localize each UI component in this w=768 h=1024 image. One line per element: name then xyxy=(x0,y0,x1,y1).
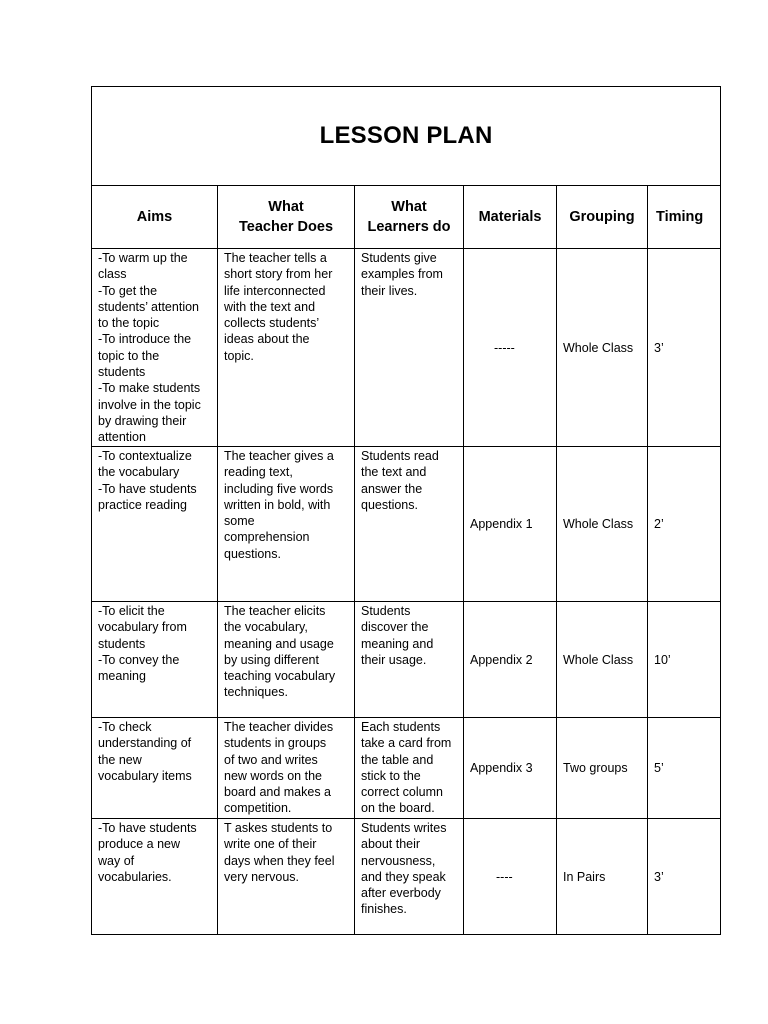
header-grouping-label: Grouping xyxy=(569,209,635,225)
learners-line: questions. xyxy=(361,497,418,512)
aims-line: students xyxy=(98,365,146,380)
aims-line: practice reading xyxy=(98,497,187,512)
learners-line: finishes. xyxy=(361,902,407,917)
aims-line: by drawing their xyxy=(98,413,187,428)
lesson-plan-page xyxy=(91,86,720,935)
aims-line: students’ attention xyxy=(98,299,199,314)
header-learners-line1: What xyxy=(391,199,427,215)
header-materials-label: Materials xyxy=(478,209,542,225)
aims-line: -To have students xyxy=(98,481,197,496)
teacher-line: life interconnected xyxy=(224,283,326,298)
aims-line: meaning xyxy=(98,669,146,684)
learners-line: about their xyxy=(361,837,421,852)
header-learners-line2: Learners do xyxy=(367,219,451,235)
grouping-value: Whole Class xyxy=(563,652,634,667)
teacher-line: comprehension xyxy=(224,530,310,545)
aims-line: students xyxy=(98,636,146,651)
grouping-cell xyxy=(557,447,648,602)
timing-value: 5’ xyxy=(654,761,664,775)
teacher-cell xyxy=(218,602,355,718)
timing-cell xyxy=(648,249,721,447)
learners-cell xyxy=(355,718,464,819)
aims-line: understanding of xyxy=(98,736,192,751)
teacher-line: written in bold, with xyxy=(224,497,331,512)
aims-line: -To get the xyxy=(98,283,158,298)
aims-line: attention xyxy=(98,430,146,445)
learners-line: stick to the xyxy=(361,768,421,783)
teacher-line: write one of their xyxy=(224,837,317,852)
header-grouping xyxy=(557,186,648,249)
teacher-line: including five words xyxy=(224,481,334,496)
teacher-line: short story from her xyxy=(224,267,333,282)
teacher-line: the vocabulary, xyxy=(224,620,308,635)
learners-line: on the board. xyxy=(361,801,435,816)
grouping-value: In Pairs xyxy=(563,869,606,884)
aims-line: vocabulary items xyxy=(98,768,192,783)
aims-line: -To make students xyxy=(98,381,201,396)
header-materials xyxy=(464,186,557,249)
aims-cell xyxy=(92,447,218,602)
teacher-line: meaning and usage xyxy=(224,636,334,651)
teacher-line: with the text and xyxy=(224,299,316,314)
teacher-line: T askes students to xyxy=(224,821,333,835)
header-learners xyxy=(355,186,464,249)
timing-cell xyxy=(648,602,721,718)
materials-cell xyxy=(464,602,557,718)
learners-cell xyxy=(355,602,464,718)
aims-line: the vocabulary xyxy=(98,465,180,480)
learners-line: examples from xyxy=(361,267,443,282)
header-aims-label: Aims xyxy=(136,209,173,225)
materials-value: Appendix 1 xyxy=(470,517,533,531)
teacher-line: The teacher tells a xyxy=(224,251,327,265)
teacher-line: ideas about the xyxy=(224,332,310,347)
teacher-line: questions. xyxy=(224,546,281,561)
table-row xyxy=(92,602,721,718)
learners-line: correct column xyxy=(361,785,443,800)
learners-line: meaning and xyxy=(361,636,434,651)
timing-cell xyxy=(648,718,721,819)
aims-line: -To warm up the xyxy=(98,251,188,265)
aims-cell xyxy=(92,249,218,447)
timing-cell xyxy=(648,447,721,602)
table-row xyxy=(92,447,721,602)
aims-line: produce a new xyxy=(98,837,181,852)
learners-line: answer the xyxy=(361,481,423,496)
learners-line: and they speak xyxy=(361,869,446,884)
learners-line: their usage. xyxy=(361,652,427,667)
grouping-value: Two groups xyxy=(563,761,628,775)
teacher-line: topic. xyxy=(224,348,254,363)
table-row xyxy=(92,249,721,447)
materials-value: Appendix 2 xyxy=(470,652,533,667)
timing-value: 3’ xyxy=(654,340,664,355)
header-timing xyxy=(648,186,721,249)
learners-line: after everbody xyxy=(361,886,441,901)
teacher-line: techniques. xyxy=(224,685,288,700)
aims-line: class xyxy=(98,267,127,282)
learners-line: nervousness, xyxy=(361,853,436,868)
learners-line: the text and xyxy=(361,465,427,480)
learners-line: the table and xyxy=(361,752,434,767)
lesson-plan-table xyxy=(91,86,721,935)
teacher-line: of two and writes xyxy=(224,752,318,767)
grouping-cell xyxy=(557,249,648,447)
teacher-line: days when they feel xyxy=(224,853,335,868)
teacher-line: competition. xyxy=(224,801,292,816)
grouping-value: Whole Class xyxy=(563,340,634,355)
learners-line: Students xyxy=(361,604,411,618)
teacher-cell xyxy=(218,819,355,935)
aims-line: vocabularies. xyxy=(98,869,172,884)
header-teacher-line1: What xyxy=(268,199,304,215)
aims-cell xyxy=(92,718,218,819)
teacher-line: students in groups xyxy=(224,736,327,751)
header-timing-label: Timing xyxy=(656,209,704,225)
aims-cell xyxy=(92,602,218,718)
teacher-cell xyxy=(218,718,355,819)
teacher-cell xyxy=(218,447,355,602)
materials-cell xyxy=(464,447,557,602)
materials-cell xyxy=(464,718,557,819)
aims-line: the new xyxy=(98,752,142,767)
teacher-line: board and makes a xyxy=(224,785,332,800)
grouping-value: Whole Class xyxy=(563,517,634,531)
learners-cell xyxy=(355,447,464,602)
teacher-line: teaching vocabulary xyxy=(224,669,336,684)
grouping-cell xyxy=(557,819,648,935)
header-teacher-line2: Teacher Does xyxy=(238,219,334,235)
title-cell xyxy=(92,87,721,186)
learners-line: Students writes xyxy=(361,821,447,835)
teacher-cell xyxy=(218,249,355,447)
materials-value: Appendix 3 xyxy=(470,761,533,775)
header-teacher xyxy=(218,186,355,249)
header-aims xyxy=(92,186,218,249)
aims-line: -To elicit the xyxy=(98,604,165,618)
grouping-cell xyxy=(557,718,648,819)
teacher-line: collects students’ xyxy=(224,316,320,331)
learners-line: Each students xyxy=(361,720,441,734)
learners-line: their lives. xyxy=(361,283,418,298)
aims-line: -To introduce the xyxy=(98,332,192,347)
materials-value: ----- xyxy=(494,340,515,355)
header-row xyxy=(92,186,721,249)
teacher-line: by using different xyxy=(224,652,319,667)
aims-line: topic to the xyxy=(98,348,160,363)
page-title: LESSON PLAN xyxy=(319,122,493,149)
teacher-line: The teacher divides xyxy=(224,720,334,734)
aims-line: -To have students xyxy=(98,821,197,835)
learners-cell xyxy=(355,249,464,447)
learners-line: Students read xyxy=(361,449,439,463)
aims-line: to the topic xyxy=(98,316,160,331)
learners-line: take a card from xyxy=(361,736,452,751)
materials-cell xyxy=(464,819,557,935)
aims-line: way of xyxy=(98,853,135,868)
learners-line: discover the xyxy=(361,620,429,635)
materials-cell xyxy=(464,249,557,447)
timing-cell xyxy=(648,819,721,935)
teacher-line: new words on the xyxy=(224,768,322,783)
teacher-line: The teacher gives a xyxy=(224,449,334,463)
aims-cell xyxy=(92,819,218,935)
aims-line: -To contextualize xyxy=(98,449,192,463)
aims-line: vocabulary from xyxy=(98,620,187,635)
grouping-cell xyxy=(557,602,648,718)
aims-line: involve in the topic xyxy=(98,397,201,412)
learners-cell xyxy=(355,819,464,935)
aims-line: -To check xyxy=(98,720,152,734)
teacher-line: reading text, xyxy=(224,465,293,480)
timing-value: 3’ xyxy=(654,869,664,884)
table-row xyxy=(92,718,721,819)
teacher-line: very nervous. xyxy=(224,869,300,884)
materials-value: ---- xyxy=(496,869,513,884)
timing-value: 2’ xyxy=(654,517,664,531)
learners-line: Students give xyxy=(361,251,437,265)
aims-line: -To convey the xyxy=(98,652,180,667)
table-row xyxy=(92,819,721,935)
timing-value: 10’ xyxy=(654,652,671,667)
teacher-line: some xyxy=(224,514,255,529)
teacher-line: The teacher elicits xyxy=(224,604,326,618)
